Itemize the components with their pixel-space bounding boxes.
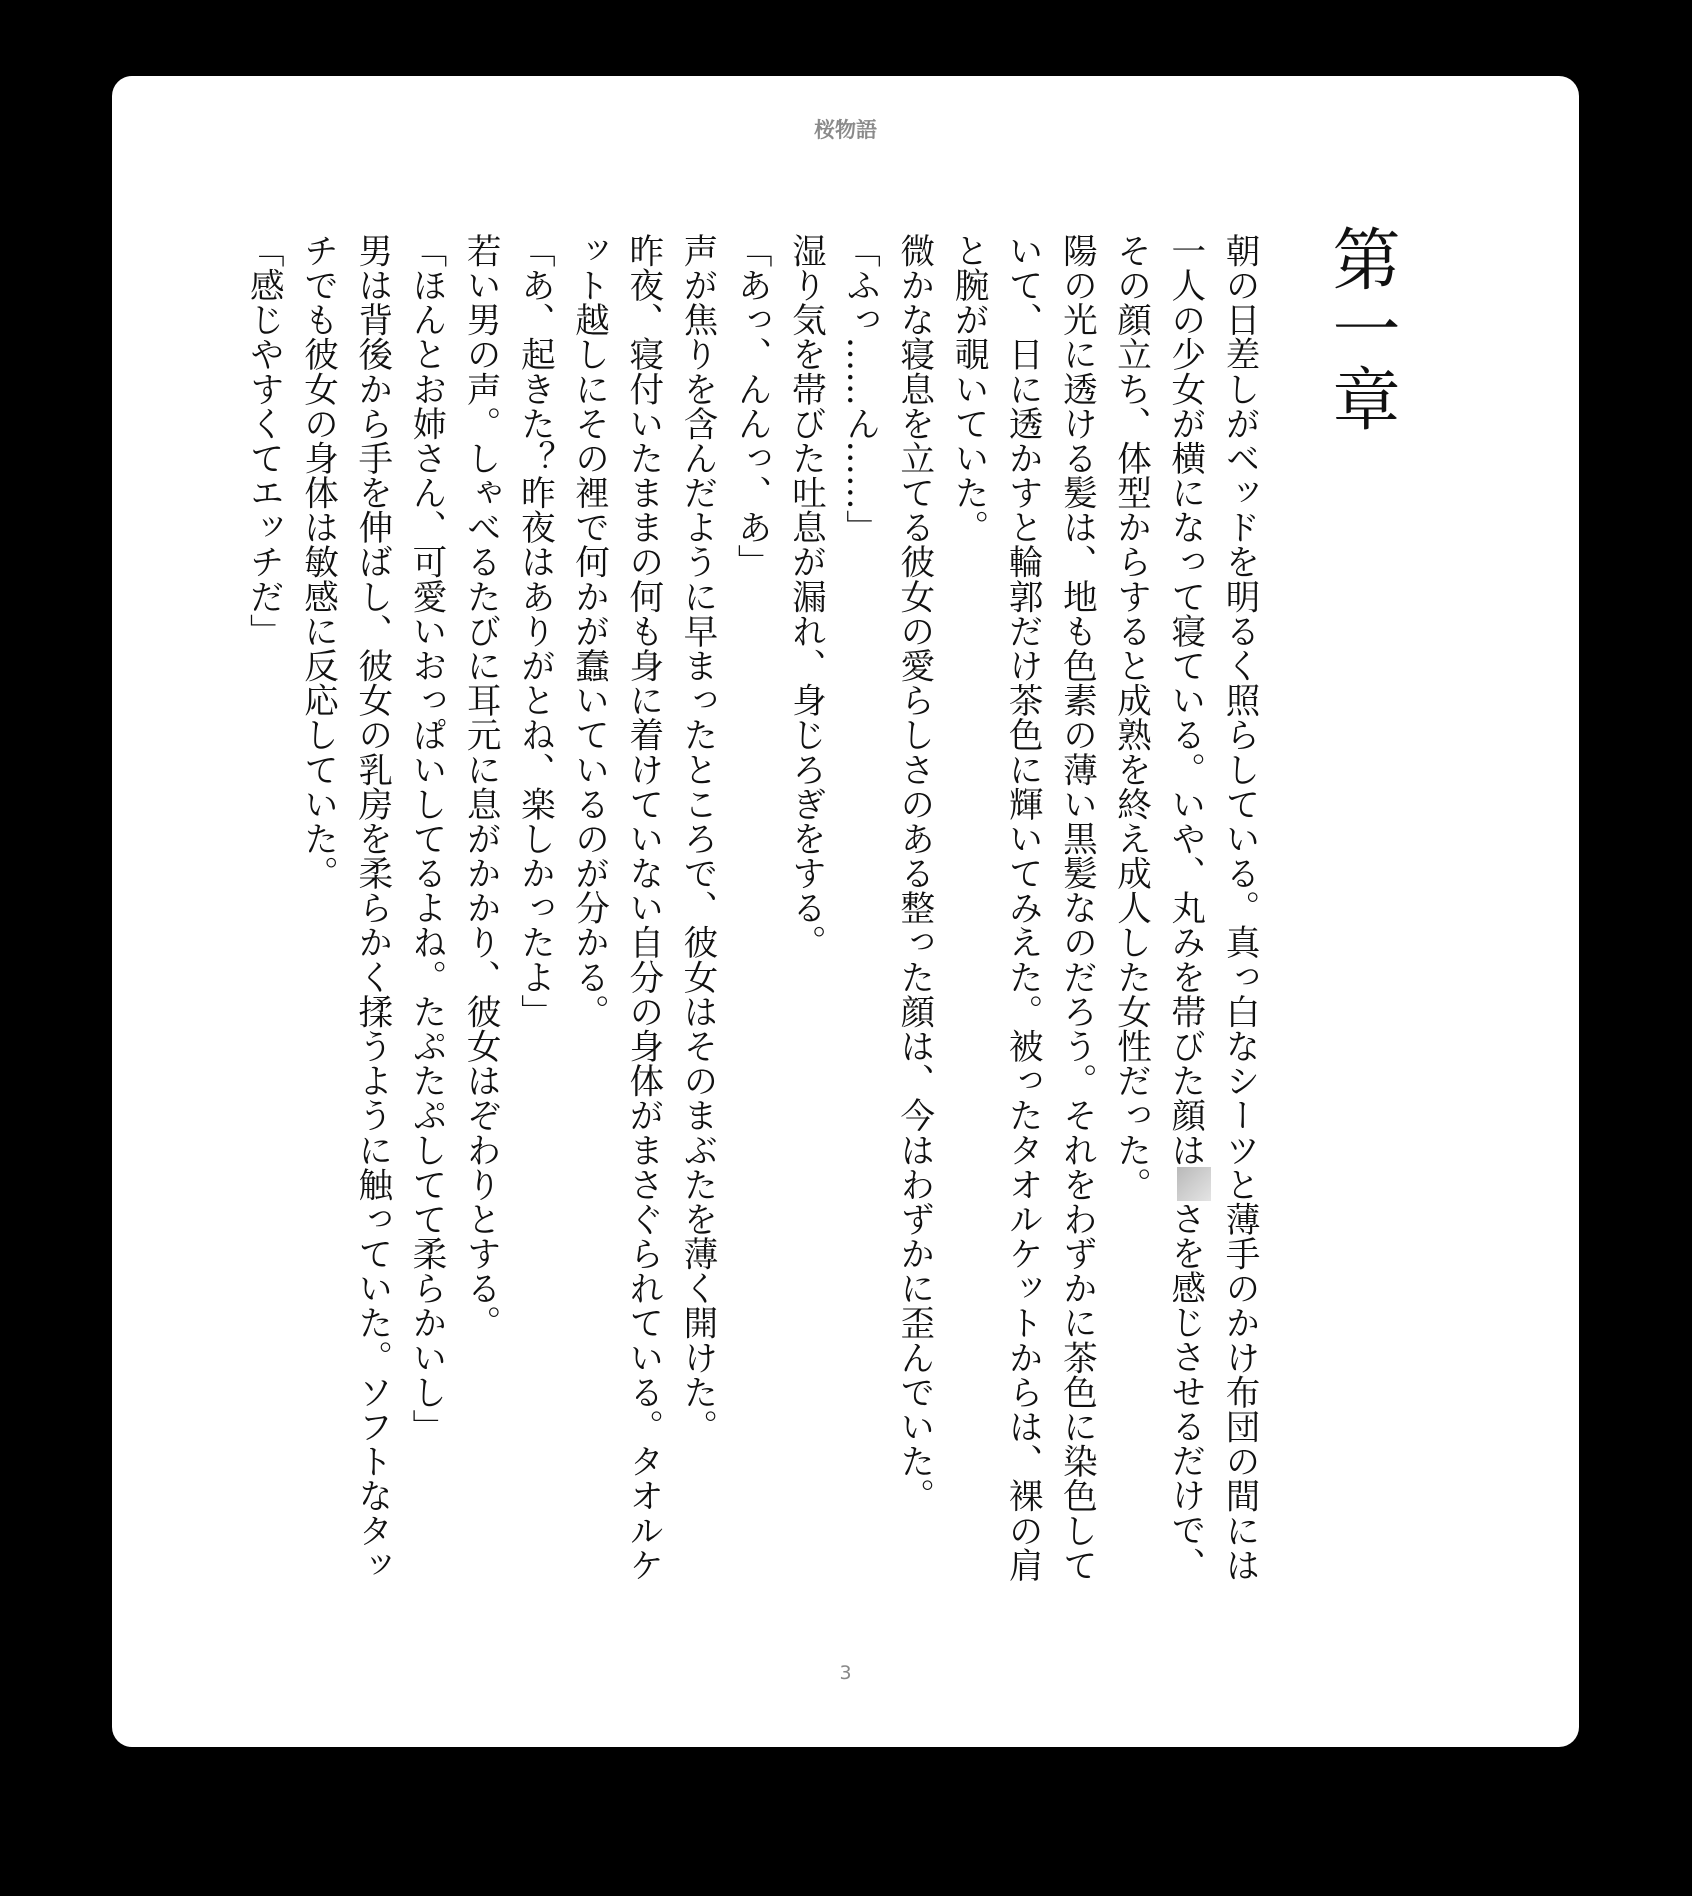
dialogue-line: 「ほんとお姉さん、可愛いおっぱいしてるよね。たぷたぷしてて柔らかいし」 [405, 233, 446, 1444]
paragraph: 昨夜、寝付いたままの何も身に着けていない自分の身体がまさぐられている。タオルケット越しにその裡で何かが蠢いているのが分かる。 [568, 233, 663, 1583]
paragraph: 微かな寝息を立てる彼女の愛らしさのある整った顔は、今はわずかに歪んでいた。 [893, 233, 934, 1513]
chapter-title: 第一章 [1321, 224, 1400, 434]
paragraph-text: さを感じさせるだけで、その顔立ち、体型からすると成熟を終え成人した女性だった。 [1110, 233, 1205, 1582]
paragraph: 声が焦りを含んだように早まったところで、彼女はそのまぶたを薄く開けた。 [676, 233, 717, 1444]
paragraph: 若い男の声。しゃべるたびに耳元に息がかかり、彼女はぞわりとする。 [460, 233, 501, 1340]
paragraph: 男は背後から手を伸ばし、彼女の乳房を柔らかく揉うように触っていた。ソフトなタッチでも彼女の身体は敏感に反応していた。 [297, 233, 392, 1583]
censored-character [1177, 1167, 1211, 1201]
dialogue-line: 「ふっ……ん……」 [839, 233, 880, 545]
dialogue-line: 「あっ、んんっ、あ」 [731, 233, 772, 579]
paragraph [1103, 233, 1266, 1585]
dialogue-line: 「あ、起きた？昨夜はありがとね、楽しかったよ」 [514, 233, 555, 1029]
page-number: 3 [839, 1662, 852, 1684]
body-text [236, 233, 1266, 1585]
paragraph: 陽の光に透ける髪は、地も色素の薄い黒髪なのだろう。それをわずかに茶色に染色していて、日に透かすと輪郭だけ茶色に輝いてみえた。被ったタオルケットからは、裸の肩と腕が覗いていた。 [947, 233, 1097, 1583]
paragraph-text: 朝の日差しがベッドを明るく照らしている。真っ白なシーツと薄手のかけ布団の間には一人の少女が横になって寝ている。いや、丸みを帯びた顔は [1164, 233, 1259, 1583]
reader-page [112, 76, 1579, 1747]
dialogue-line: 「感じやすくてエッチだ」 [243, 233, 284, 649]
paragraph: 湿り気を帯びた吐息が漏れ、身じろぎをする。 [785, 233, 826, 960]
book-title: 桜物語 [814, 118, 877, 142]
